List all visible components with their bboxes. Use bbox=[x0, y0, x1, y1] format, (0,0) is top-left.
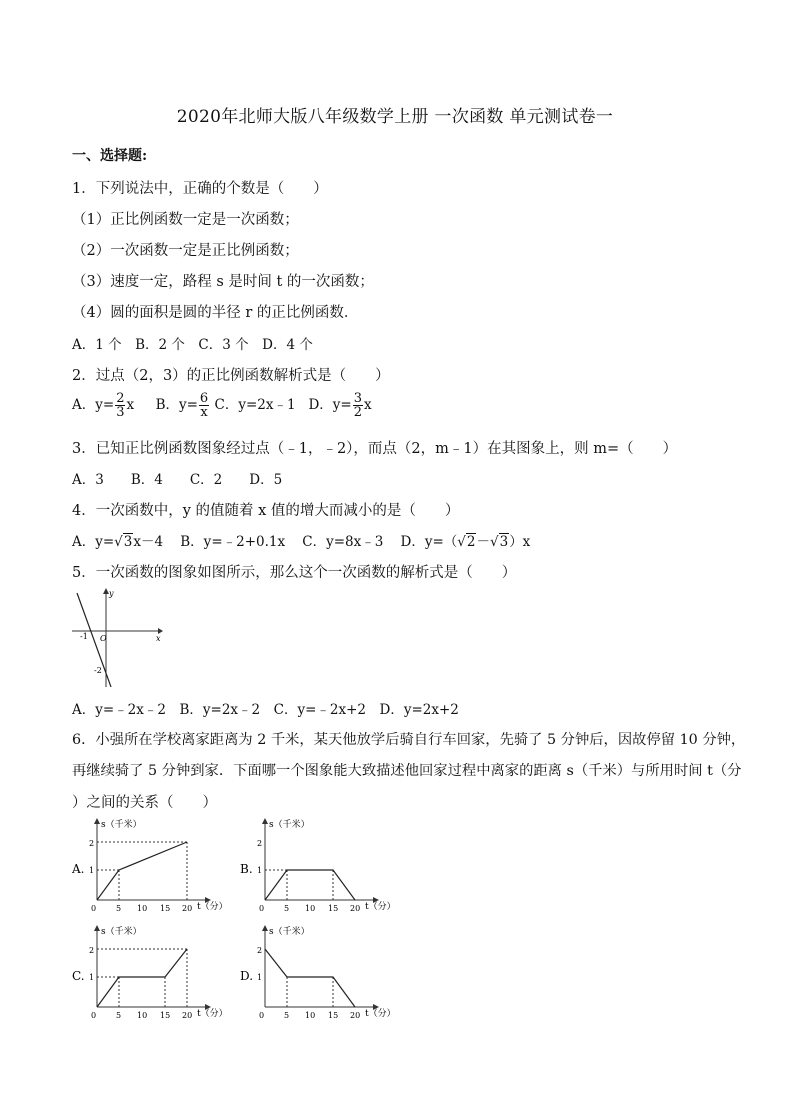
section-heading: 一、选择题: bbox=[72, 148, 148, 164]
svg-text:s（千米）: s（千米） bbox=[101, 927, 142, 937]
q6-line-3: ）之间的关系（ ） bbox=[72, 795, 217, 811]
q4-option-b: B．y=﹣2+0.1x bbox=[180, 534, 286, 550]
q5-graph bbox=[72, 587, 164, 687]
q6-graph-b bbox=[240, 815, 410, 915]
q1-statement-1: （1）正比例函数一定是一次函数； bbox=[72, 212, 299, 228]
q2-stem: 2．过点（2，3）的正比例函数解析式是（ ） bbox=[72, 368, 390, 384]
svg-text:10: 10 bbox=[137, 1011, 148, 1020]
svg-text:1: 1 bbox=[257, 866, 263, 875]
q2-options bbox=[72, 392, 372, 419]
q1-options: A．1 个 B．2 个 C．3 个 D．4 个 bbox=[72, 337, 313, 353]
svg-text:t（分）: t（分） bbox=[365, 1009, 396, 1019]
q1-statement-3: （3）速度一定，路程 s 是时间 t 的一次函数； bbox=[72, 274, 374, 290]
svg-text:15: 15 bbox=[328, 1011, 339, 1020]
svg-text:D.: D. bbox=[240, 969, 254, 983]
svg-text:15: 15 bbox=[160, 904, 171, 913]
svg-text:0: 0 bbox=[259, 904, 265, 913]
q4-options bbox=[72, 530, 530, 550]
svg-text:20: 20 bbox=[350, 1011, 361, 1020]
svg-text:20: 20 bbox=[350, 904, 361, 913]
page-title: 2020年北师大版八年级数学上册 一次函数 单元测试卷一 bbox=[176, 107, 614, 127]
svg-text:5: 5 bbox=[116, 904, 122, 913]
graph-letter: A. bbox=[72, 862, 85, 876]
q6-line-1: 6．小强所在学校离家距离为 2 千米，某天他放学后骑自行车回家，先骑了 5 分钟后，因故停留 10 分钟， bbox=[72, 732, 746, 748]
svg-text:0: 0 bbox=[259, 1011, 265, 1020]
q5-y-label: y bbox=[109, 589, 114, 598]
q5-stem: 5．一次函数的图象如图所示，那么这个一次函数的解析式是（ ） bbox=[72, 565, 517, 581]
graph-path bbox=[265, 949, 355, 1007]
svg-text:t（分）: t（分） bbox=[365, 902, 396, 912]
q6-graph-a bbox=[72, 815, 242, 915]
svg-text:t（分）: t（分） bbox=[197, 902, 228, 912]
svg-text:s（千米）: s（千米） bbox=[269, 927, 310, 937]
q2-option-a: A．y= $\frac{2}{3}$ x bbox=[72, 391, 135, 420]
svg-text:1: 1 bbox=[89, 973, 95, 982]
svg-text:0: 0 bbox=[91, 904, 97, 913]
svg-text:5: 5 bbox=[116, 1011, 122, 1020]
q2-option-c: C．y=2x﹣1 bbox=[214, 397, 296, 413]
svg-text:10: 10 bbox=[137, 904, 148, 913]
q1-statement-4: （4）圆的面积是圆的半径 r 的正比例函数． bbox=[72, 305, 359, 321]
svg-text:15: 15 bbox=[328, 904, 339, 913]
q1-stem: 1．下列说法中，正确的个数是（ ） bbox=[72, 181, 328, 197]
q2-option-d: D．y= $\frac{3}{2}$ x bbox=[308, 391, 372, 420]
svg-text:10: 10 bbox=[305, 1011, 316, 1020]
svg-text:2: 2 bbox=[89, 839, 95, 848]
svg-text:5: 5 bbox=[284, 1011, 290, 1020]
svg-text:15: 15 bbox=[160, 1011, 171, 1020]
graph-path bbox=[265, 870, 355, 900]
svg-text:2: 2 bbox=[89, 946, 95, 955]
graph-path bbox=[97, 949, 187, 1007]
svg-text:20: 20 bbox=[182, 904, 193, 913]
q5-x-intercept-label: -1 bbox=[80, 632, 88, 641]
svg-text:2: 2 bbox=[257, 946, 263, 955]
q4-option-a: A．y=√3x－4 bbox=[72, 534, 164, 550]
q3-options: A．3 B．4 C．2 D．5 bbox=[72, 472, 283, 488]
svg-text:B.: B. bbox=[240, 862, 253, 876]
q6-graph-d bbox=[240, 922, 410, 1022]
q4-stem: 4．一次函数中，y 的值随着 x 值的增大而减小的是（ ） bbox=[72, 503, 460, 519]
q4-option-c: C．y=8x﹣3 bbox=[302, 534, 384, 550]
svg-text:1: 1 bbox=[257, 973, 263, 982]
q1-statement-2: （2）一次函数一定是正比例函数； bbox=[72, 243, 299, 259]
q5-x-label: x bbox=[156, 634, 161, 643]
q3-stem: 3．已知正比例函数图象经过点（﹣1，﹣2），而点（2，m﹣1）在其图象上，则 m=（ ） bbox=[72, 441, 678, 457]
svg-text:20: 20 bbox=[182, 1011, 193, 1020]
graph-path bbox=[97, 842, 187, 900]
q5-y-intercept-label: -2 bbox=[94, 666, 102, 675]
svg-text:C.: C. bbox=[72, 969, 85, 983]
svg-text:t（分）: t（分） bbox=[197, 1009, 228, 1019]
q5-options: A．y=﹣2x﹣2 B．y=2x﹣2 C．y=﹣2x+2 D．y=2x+2 bbox=[72, 702, 459, 718]
q6-graph-c bbox=[72, 922, 242, 1022]
svg-text:0: 0 bbox=[91, 1011, 97, 1020]
q5-origin-label: O bbox=[100, 634, 107, 643]
q2-option-b: B．y= $\frac{6}{x}$ bbox=[155, 391, 209, 420]
svg-text:2: 2 bbox=[257, 839, 263, 848]
svg-text:10: 10 bbox=[305, 904, 316, 913]
svg-text:1: 1 bbox=[89, 866, 95, 875]
q4-option-d: D．y=（√2－√3）x bbox=[400, 534, 531, 550]
svg-text:s（千米）: s（千米） bbox=[101, 820, 142, 830]
svg-text:5: 5 bbox=[284, 904, 290, 913]
svg-text:s（千米）: s（千米） bbox=[269, 820, 310, 830]
q6-line-2: 再继续骑了 5 分钟到家．下面哪一个图象能大致描述他回家过程中离家的距离 s（千米）与所用时间 t（分 bbox=[72, 763, 742, 779]
